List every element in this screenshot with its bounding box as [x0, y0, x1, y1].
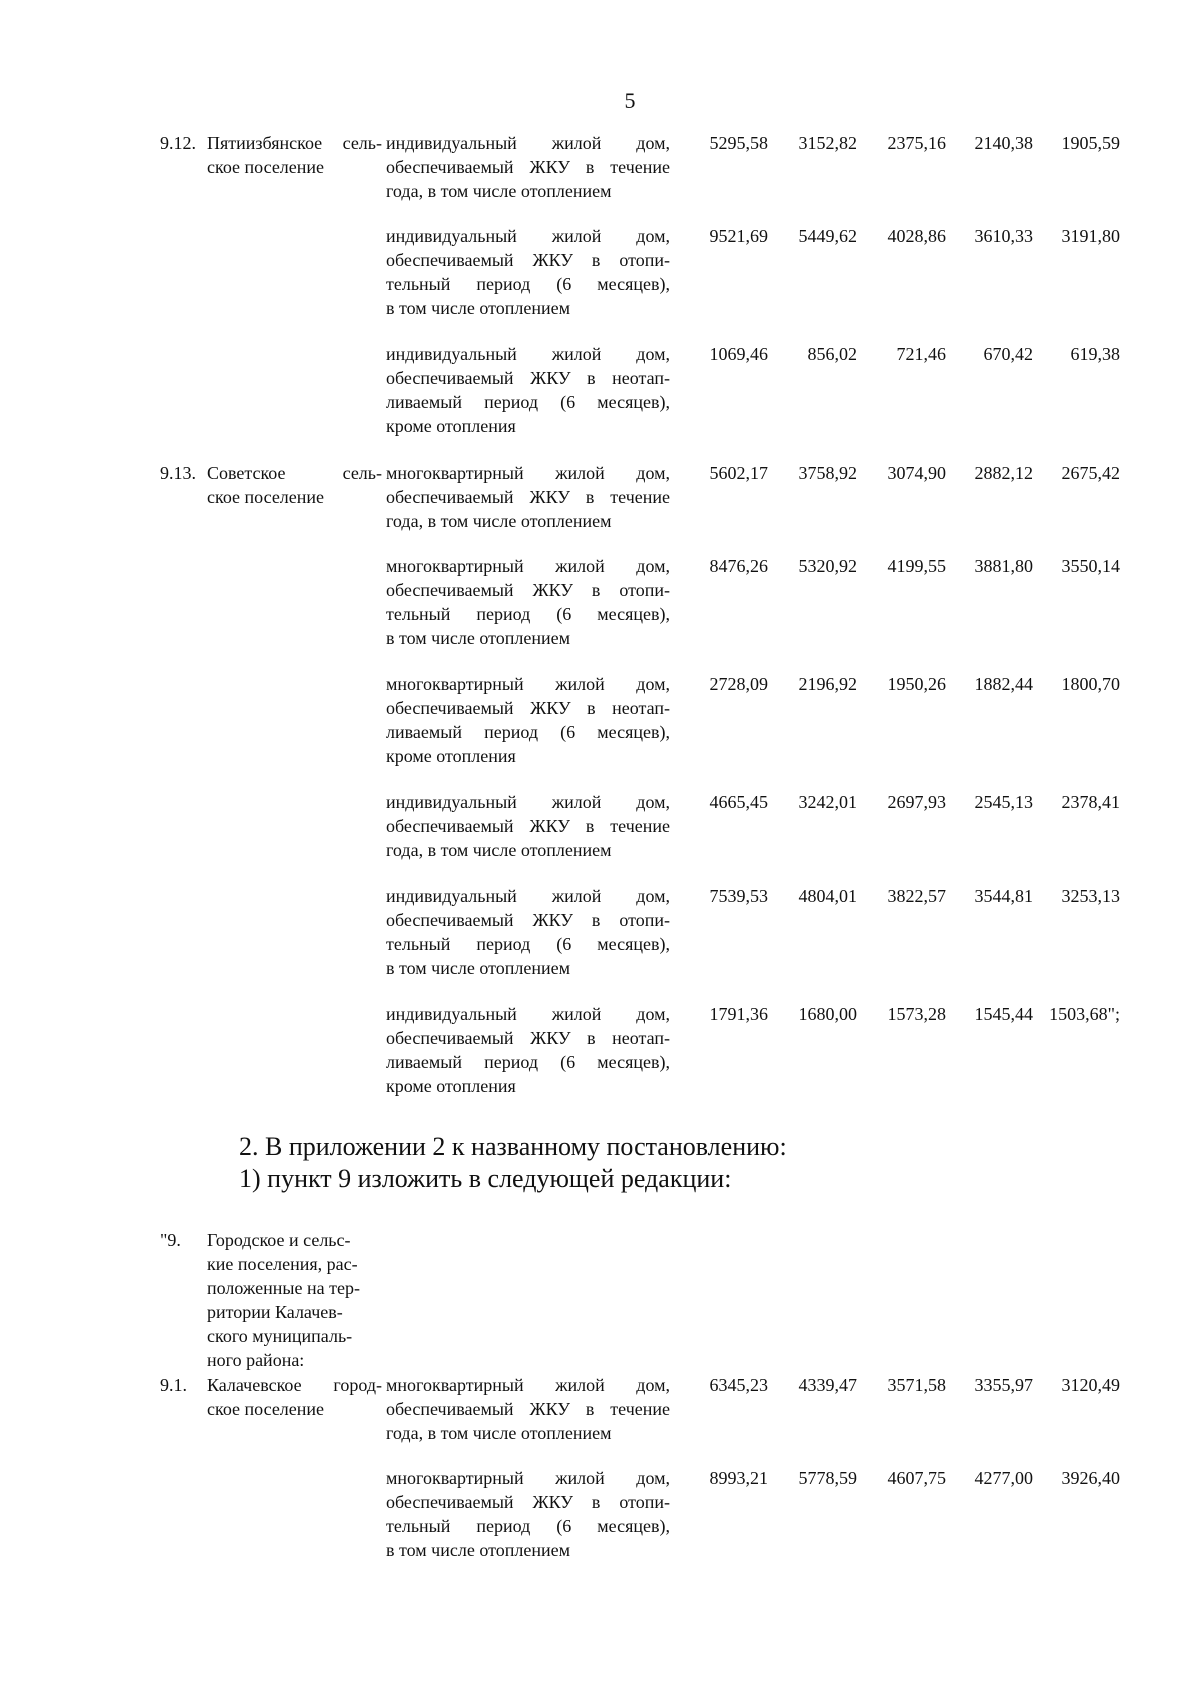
row-number: 9.13.: [160, 463, 196, 483]
value-cell-4: 2882,12: [974, 463, 1033, 483]
value-cell-4: 1545,44: [974, 1004, 1033, 1024]
value-cell-2: 4804,01: [798, 886, 857, 906]
group-name-line: кие поселения, рас-: [207, 1254, 358, 1274]
group-name: [207, 1228, 382, 1372]
housing-description-line: обеспечиваемый ЖКУ в течение: [386, 157, 670, 177]
housing-description-line: обеспечиваемый ЖКУ в течение: [386, 816, 670, 836]
value-cell-3: 721,46: [896, 344, 946, 364]
housing-description-line: года, в том числе отоплением: [386, 511, 612, 531]
housing-description-line: обеспечиваемый ЖКУ в отопи-: [386, 910, 670, 930]
row-number: 9.12.: [160, 133, 196, 153]
value-cell-2: 3758,92: [798, 463, 857, 483]
housing-description: [386, 1466, 670, 1562]
value-cell-5: 1800,70: [1061, 674, 1120, 694]
housing-description-line: индивидуальный жилой дом,: [386, 792, 670, 812]
housing-description-line: года, в том числе отоплением: [386, 181, 612, 201]
row-values: [680, 1466, 1120, 1490]
value-cell-5: 3550,14: [1061, 556, 1120, 576]
housing-description-line: многоквартирный жилой дом,: [386, 1468, 670, 1488]
group-name-line: положенные на тер-: [207, 1278, 360, 1298]
housing-description: [386, 554, 670, 650]
housing-description-line: индивидуальный жилой дом,: [386, 344, 670, 364]
housing-description-line: года, в том числе отоплением: [386, 1423, 612, 1443]
row-values: [680, 1373, 1120, 1397]
value-cell-1: 8993,21: [709, 1468, 768, 1488]
value-cell-2: 5320,92: [798, 556, 857, 576]
row-values: [680, 672, 1120, 696]
value-cell-2: 2196,92: [798, 674, 857, 694]
housing-description-line: в том числе отоплением: [386, 1540, 570, 1560]
housing-description-line: обеспечиваемый ЖКУ в отопи-: [386, 250, 670, 270]
table-row: [160, 790, 1120, 862]
housing-description-line: в том числе отоплением: [386, 628, 570, 648]
row-values: [680, 224, 1120, 248]
housing-description: [386, 790, 670, 862]
value-cell-3: 3822,57: [887, 886, 946, 906]
housing-description-line: в том числе отоплением: [386, 298, 570, 318]
value-cell-3: 4199,55: [887, 556, 946, 576]
housing-description-line: кроме отопления: [386, 416, 516, 436]
value-cell-1: 5602,17: [709, 463, 768, 483]
value-cell-4: 1882,44: [974, 674, 1033, 694]
table-row: [160, 672, 1120, 768]
row-values: [680, 790, 1120, 814]
housing-description: [386, 672, 670, 768]
value-cell-2: 3152,82: [798, 133, 857, 153]
table-row: [160, 461, 1120, 533]
section-line-2: 1) пункт 9 изложить в следующей редакции:: [239, 1164, 732, 1193]
housing-description-line: ливаемый период (6 месяцев),: [386, 1052, 670, 1072]
value-cell-2: 5778,59: [798, 1468, 857, 1488]
row-values: [680, 461, 1120, 485]
housing-description-line: многоквартирный жилой дом,: [386, 556, 670, 576]
housing-description-line: обеспечиваемый ЖКУ в неотап-: [386, 1028, 670, 1048]
value-cell-5: 619,38: [1070, 344, 1120, 364]
value-cell-1: 2728,09: [709, 674, 768, 694]
table-row: [160, 1466, 1120, 1562]
row-values: [680, 131, 1120, 155]
row-values: [680, 884, 1120, 908]
table-row: [160, 224, 1120, 320]
value-cell-2: 856,02: [807, 344, 857, 364]
settlement-name: [207, 461, 382, 509]
housing-description-line: многоквартирный жилой дом,: [386, 463, 670, 483]
housing-description: [386, 131, 670, 203]
value-cell-1: 1069,46: [709, 344, 768, 364]
table-row: [160, 342, 1120, 438]
housing-description-line: тельный период (6 месяцев),: [386, 934, 670, 954]
housing-description-line: ливаемый период (6 месяцев),: [386, 722, 670, 742]
housing-description: [386, 1373, 670, 1445]
value-cell-4: 670,42: [983, 344, 1033, 364]
value-cell-4: 3881,80: [974, 556, 1033, 576]
section-heading: [239, 1131, 787, 1195]
housing-description-line: многоквартирный жилой дом,: [386, 674, 670, 694]
housing-description: [386, 884, 670, 980]
value-cell-3: 3074,90: [887, 463, 946, 483]
housing-description-line: тельный период (6 месяцев),: [386, 604, 670, 624]
housing-description: [386, 461, 670, 533]
housing-description: [386, 224, 670, 320]
settlement-name: [207, 1373, 382, 1421]
value-cell-4: 3610,33: [974, 226, 1033, 246]
value-cell-4: 2545,13: [974, 792, 1033, 812]
housing-description: [386, 1002, 670, 1098]
housing-description-line: обеспечиваемый ЖКУ в неотап-: [386, 368, 670, 388]
housing-description-line: обеспечиваемый ЖКУ в отопи-: [386, 1492, 670, 1512]
row-values: [680, 1002, 1120, 1026]
settlement-name-line: ское поселение: [207, 1399, 325, 1419]
settlement-name-line: Калачевское город-: [207, 1375, 382, 1395]
value-cell-2: 4339,47: [798, 1375, 857, 1395]
value-cell-3: 3571,58: [887, 1375, 946, 1395]
table-row: [160, 1002, 1120, 1098]
value-cell-5: 2675,42: [1061, 463, 1120, 483]
value-cell-2: 3242,01: [798, 792, 857, 812]
section-line-1: 2. В приложении 2 к названному постановлению:: [239, 1132, 787, 1161]
housing-description-line: обеспечиваемый ЖКУ в отопи-: [386, 580, 670, 600]
row-values: [680, 342, 1120, 366]
value-cell-3: 2375,16: [887, 133, 946, 153]
group-name-line: ного района:: [207, 1350, 305, 1370]
group-name-line: Городское и сельс-: [207, 1230, 351, 1250]
value-cell-1: 4665,45: [709, 792, 768, 812]
value-cell-1: 5295,58: [709, 133, 768, 153]
value-cell-1: 9521,69: [709, 226, 768, 246]
value-cell-3: 4028,86: [887, 226, 946, 246]
value-cell-1: 8476,26: [709, 556, 768, 576]
housing-description-line: обеспечиваемый ЖКУ в неотап-: [386, 698, 670, 718]
table-row: [160, 131, 1120, 203]
housing-description-line: обеспечиваемый ЖКУ в течение: [386, 1399, 670, 1419]
value-cell-5: 3926,40: [1061, 1468, 1120, 1488]
housing-description-line: многоквартирный жилой дом,: [386, 1375, 670, 1395]
value-cell-1: 7539,53: [709, 886, 768, 906]
housing-description-line: кроме отопления: [386, 1076, 516, 1096]
table-row: [160, 1373, 1120, 1445]
settlement-name-line: ское поселение: [207, 157, 325, 177]
housing-description-line: тельный период (6 месяцев),: [386, 1516, 670, 1536]
value-cell-5: 1503,68";: [1049, 1004, 1120, 1024]
housing-description-line: индивидуальный жилой дом,: [386, 886, 670, 906]
value-cell-3: 2697,93: [887, 792, 946, 812]
value-cell-4: 2140,38: [974, 133, 1033, 153]
value-cell-3: 1950,26: [887, 674, 946, 694]
settlement-name-line: Пятиизбянское сель-: [207, 133, 382, 153]
settlement-name-line: Советское сель-: [207, 463, 382, 483]
value-cell-2: 5449,62: [798, 226, 857, 246]
group-number: "9.: [160, 1230, 181, 1250]
housing-description-line: индивидуальный жилой дом,: [386, 133, 670, 153]
housing-description-line: обеспечиваемый ЖКУ в течение: [386, 487, 670, 507]
table-row: [160, 554, 1120, 650]
table-row: [160, 884, 1120, 980]
value-cell-3: 4607,75: [887, 1468, 946, 1488]
row-number: 9.1.: [160, 1375, 187, 1395]
housing-description-line: индивидуальный жилой дом,: [386, 226, 670, 246]
value-cell-4: 3355,97: [974, 1375, 1033, 1395]
value-cell-2: 1680,00: [798, 1004, 857, 1024]
row-values: [680, 554, 1120, 578]
value-cell-1: 1791,36: [709, 1004, 768, 1024]
value-cell-4: 3544,81: [974, 886, 1033, 906]
value-cell-4: 4277,00: [974, 1468, 1033, 1488]
group-name-line: ского муниципаль-: [207, 1326, 353, 1346]
housing-description-line: индивидуальный жилой дом,: [386, 1004, 670, 1024]
housing-description-line: года, в том числе отоплением: [386, 840, 612, 860]
page-number: 5: [624, 88, 636, 113]
value-cell-5: 1905,59: [1061, 133, 1120, 153]
housing-description-line: ливаемый период (6 месяцев),: [386, 392, 670, 412]
housing-description: [386, 342, 670, 438]
value-cell-5: 3191,80: [1061, 226, 1120, 246]
settlement-name: [207, 131, 382, 179]
housing-description-line: в том числе отоплением: [386, 958, 570, 978]
group-name-line: ритории Калачев-: [207, 1302, 343, 1322]
value-cell-5: 3120,49: [1061, 1375, 1120, 1395]
value-cell-5: 3253,13: [1061, 886, 1120, 906]
value-cell-5: 2378,41: [1061, 792, 1120, 812]
housing-description-line: кроме отопления: [386, 746, 516, 766]
value-cell-3: 1573,28: [887, 1004, 946, 1024]
housing-description-line: тельный период (6 месяцев),: [386, 274, 670, 294]
value-cell-1: 6345,23: [709, 1375, 768, 1395]
settlement-name-line: ское поселение: [207, 487, 325, 507]
